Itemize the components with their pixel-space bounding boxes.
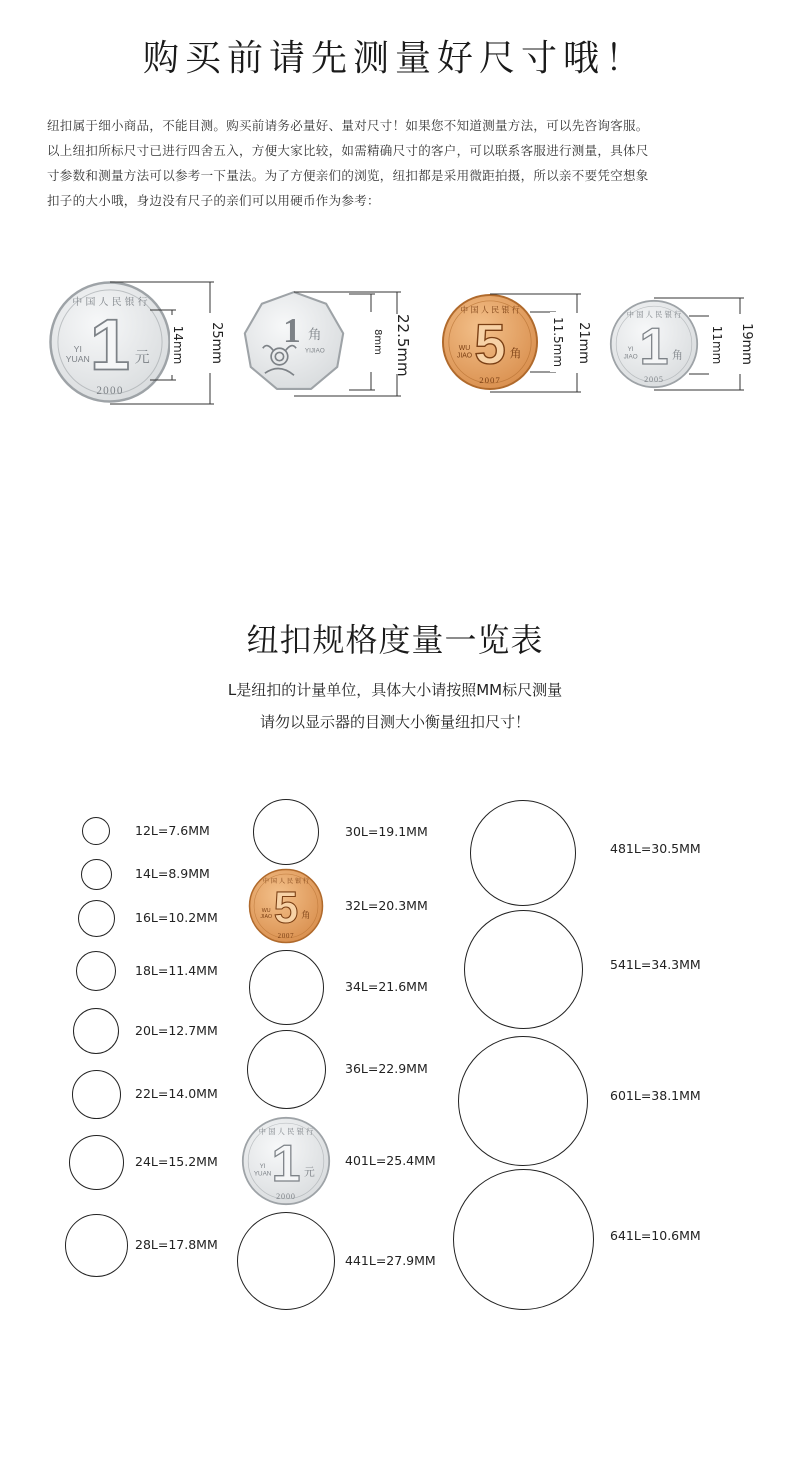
intro-line: 以上纽扣所标尺寸已进行四舍五入，方便大家比较，如需精确尺寸的客户，可以联系客服进行测量，具体尺 (47, 143, 649, 158)
svg-text:1: 1 (271, 1134, 301, 1193)
svg-text:1: 1 (90, 305, 130, 386)
svg-text:中 国 人 民 银 行: 中 国 人 民 银 行 (626, 310, 682, 319)
svg-text:YIJIAO: YIJIAO (304, 347, 325, 355)
intro-line: 扣子的大小哦，身边没有尺子的亲们可以用硬币作为参考： (47, 193, 380, 208)
button-size-circle (78, 900, 115, 937)
size-label: 641L=10.6MM (610, 1228, 701, 1243)
svg-text:JIAO: JIAO (456, 352, 473, 360)
button-size-circle (65, 1214, 128, 1277)
size-label: 441L=27.9MM (345, 1253, 436, 1268)
svg-text:中 国 人 民 银 行: 中 国 人 民 银 行 (258, 1127, 314, 1136)
svg-text:JIAO: JIAO (623, 353, 638, 361)
svg-text:2007: 2007 (277, 932, 295, 940)
coin-wujiao-icon (248, 868, 324, 944)
size-label: 34L=21.6MM (345, 979, 428, 994)
svg-text:元: 元 (304, 1165, 315, 1179)
svg-text:WU: WU (458, 344, 471, 352)
svg-text:角: 角 (509, 346, 522, 361)
table-subtitle-unit: L是纽扣的计量单位，具体大小请按照MM标尺测量 (227, 681, 563, 699)
svg-text:2005: 2005 (644, 374, 664, 384)
coin-yuan-icon (241, 1116, 331, 1206)
size-label: 14L=8.9MM (135, 866, 210, 881)
svg-text:元: 元 (134, 347, 150, 366)
button-size-circle (73, 1008, 119, 1054)
svg-text:角: 角 (308, 326, 322, 343)
size-label: 541L=34.3MM (610, 957, 701, 972)
svg-text:JIAO: JIAO (260, 914, 273, 921)
svg-text:YUAN: YUAN (65, 353, 90, 364)
button-size-circle (81, 859, 112, 890)
button-size-circle (76, 951, 116, 991)
button-size-circle (247, 1030, 326, 1109)
outer-size-label: 22.5mm (394, 314, 412, 377)
svg-text:5: 5 (474, 313, 506, 377)
size-label: 601L=38.1MM (610, 1088, 701, 1103)
svg-text:2000: 2000 (276, 1191, 296, 1201)
button-size-circle (453, 1169, 594, 1310)
size-label: 32L=20.3MM (345, 898, 428, 913)
page-title: 购买前请先测量好尺寸哦！ (142, 38, 647, 79)
size-label: 24L=15.2MM (135, 1154, 218, 1169)
svg-text:YI: YI (627, 346, 634, 354)
size-label: 20L=12.7MM (135, 1023, 218, 1038)
inner-size-label: 14mm (170, 315, 186, 375)
svg-text:WU: WU (261, 908, 271, 915)
size-label: 36L=22.9MM (345, 1061, 428, 1076)
svg-text:中 国 人 民 银 行: 中 国 人 民 银 行 (460, 305, 520, 315)
outer-size-label: 19mm (738, 314, 754, 374)
button-size-circle (458, 1036, 588, 1166)
inner-size-label: 11mm (709, 315, 725, 375)
svg-text:2007: 2007 (479, 375, 501, 386)
table-title: 纽扣规格度量一览表 (246, 621, 544, 659)
inner-size-label: 11.5mm (550, 312, 566, 372)
size-label: 28L=17.8MM (135, 1237, 218, 1252)
reference-coin (241, 1116, 331, 1206)
intro-line: 纽扣属于细小商品，不能目测。购买前请务必量好、量对尺寸！如果您不知道测量方法，可以先咨询客服。 (47, 118, 649, 133)
button-size-circle (72, 1070, 121, 1119)
size-label: 16L=10.2MM (135, 910, 218, 925)
size-label: 401L=25.4MM (345, 1153, 436, 1168)
svg-text:中 国 人 民 银 行: 中 国 人 民 银 行 (262, 878, 310, 886)
outer-size-label: 25mm (208, 313, 224, 373)
inner-size-label: 8mm (369, 312, 385, 372)
button-size-circle (237, 1212, 335, 1310)
intro-line: 寸参数和测量方法可以参考一下量法。为了方便亲们的浏览，纽扣都是采用微距拍摄，所以亲不要凭空想象 (47, 168, 649, 183)
table-subtitle-warning: 请勿以显示器的目测大小衡量纽扣尺寸！ (259, 713, 530, 731)
size-label: 481L=30.5MM (610, 841, 701, 856)
svg-text:YI: YI (73, 343, 82, 354)
svg-text:YI: YI (259, 1163, 266, 1171)
size-label: 12L=7.6MM (135, 823, 210, 838)
svg-text:中 国 人 民 银 行: 中 国 人 民 银 行 (72, 296, 148, 308)
button-size-circle (253, 799, 319, 865)
size-label: 30L=19.1MM (345, 824, 428, 839)
svg-text:1: 1 (639, 317, 669, 376)
size-label: 18L=11.4MM (135, 963, 218, 978)
button-size-circle (470, 800, 576, 906)
svg-text:1: 1 (283, 310, 301, 350)
size-label: 22L=14.0MM (135, 1086, 218, 1101)
button-size-circle (82, 817, 110, 845)
svg-text:角: 角 (672, 348, 683, 362)
button-size-circle (249, 950, 324, 1025)
svg-text:5: 5 (273, 883, 299, 933)
svg-text:2000: 2000 (96, 385, 124, 398)
svg-text:YUAN: YUAN (253, 1170, 272, 1178)
svg-text:角: 角 (301, 911, 311, 922)
button-size-circle (69, 1135, 124, 1190)
outer-size-label: 21mm (575, 313, 591, 373)
button-size-circle (464, 910, 583, 1029)
reference-coin (248, 868, 324, 944)
